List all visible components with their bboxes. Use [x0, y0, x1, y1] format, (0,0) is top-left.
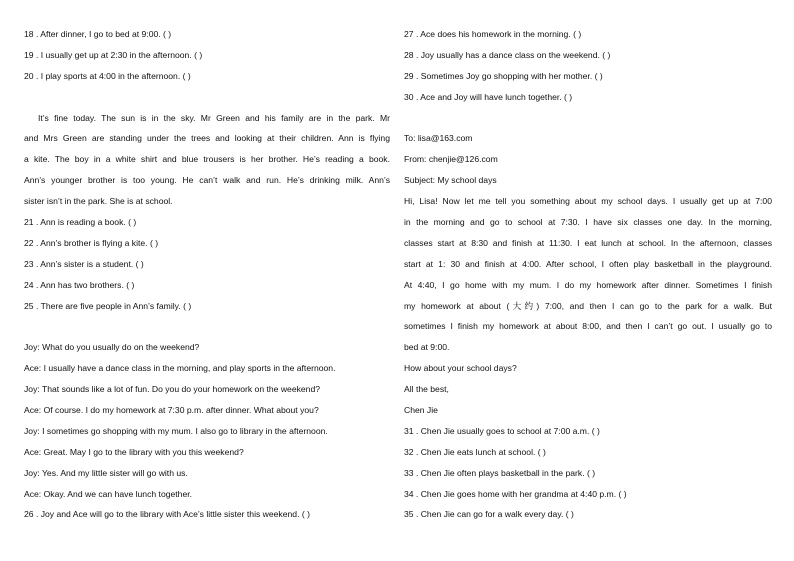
question-29: 29 . Sometimes Joy go shopping with her mother. ( )	[404, 70, 603, 81]
question-27: 27 . Ace does his homework in the morning. ( )	[404, 29, 582, 39]
dialogue-line: Joy: I sometimes go shopping with my mum. I also go to library in the afternoon.	[24, 425, 328, 436]
email-line: classes start at 8:30 and finish at 11:30. I eat lunch at school. In the afternoon, classes	[404, 237, 772, 248]
email-signature: Chen Jie	[404, 405, 438, 416]
email-header	[404, 131, 772, 194]
dialogue-line: Ace: Of course. I do my homework at 7:30 p.m. after dinner. What about you?	[24, 405, 319, 416]
questions-27-30	[404, 27, 772, 111]
dialogue-line: Joy: Yes. And my little sister will go with us.	[24, 467, 188, 478]
dialogue-line: Joy: What do you usually do on the weekend?	[24, 342, 200, 353]
questions-31-35	[404, 424, 772, 528]
email-line: start at 1: 30 and finish at 4:00. After school, I often play basketball in the playground.	[404, 258, 772, 269]
questions-21-25	[24, 215, 390, 319]
question-34: 34 . Chen Jie goes home with her grandma at 4:40 p.m. ( )	[404, 488, 627, 499]
question-33: 33 . Chen Jie often plays basketball in the park. ( )	[404, 467, 596, 478]
question-18: 18 . After dinner, I go to bed at 9:00. ( )	[24, 29, 172, 39]
email-line: in the morning and go to school at 7:30. I have six classes one day. In the morning,	[404, 217, 772, 228]
question-19: 19 . I usually get up at 2:30 in the afternoon. ( )	[24, 49, 203, 60]
email-to: To: lisa@163.com	[404, 133, 473, 144]
questions-18-20	[24, 27, 390, 90]
question-22: 22 . Ann’s brother is flying a kite. ( )	[24, 237, 159, 248]
question-25: 25 . There are five people in Ann’s family. ( )	[24, 300, 192, 311]
email-line: my homework at about (大约) 7:00, and then I can go to the park for a walk. But	[404, 300, 772, 311]
question-32: 32 . Chen Jie eats lunch at school. ( )	[404, 446, 546, 457]
question-30: 30 . Ace and Joy will have lunch together. ( )	[404, 91, 573, 102]
passage-ann-family	[24, 111, 390, 215]
email-question: How about your school days?	[404, 363, 517, 374]
spacer	[404, 111, 772, 132]
question-21: 21 . Ann is reading a book. ( )	[24, 217, 137, 228]
question-28: 28 . Joy usually has a dance class on the weekend. ( )	[404, 49, 611, 60]
spacer	[24, 90, 390, 111]
email-body	[404, 194, 772, 361]
dialogue-line: Ace: I usually have a dance class in the morning, and play sports in the afternoon.	[24, 363, 336, 374]
left-column	[24, 27, 390, 528]
question-24: 24 . Ann has two brothers. ( )	[24, 279, 135, 290]
email-signoff: All the best,	[404, 384, 449, 395]
email-line: At 4:40, I go home with my mum. I do my homework after dinner. Sometimes I finish	[404, 279, 772, 290]
passage-line: sister isn’t in the park. She is at school.	[24, 196, 173, 207]
email-closing	[404, 361, 772, 424]
passage-line: and Mrs Green are standing under the trees and looking at their children. Ann is flying	[24, 133, 390, 144]
question-35: 35 . Chen Jie can go for a walk every day. ( )	[404, 509, 574, 520]
question-26: 26 . Joy and Ace will go to the library with Ace’s little sister this weekend. ( )	[24, 509, 310, 520]
passage-line: Ann’s younger brother is too young. He can’t walk and run. He’s drinking milk. Ann’s	[24, 175, 390, 186]
question-20: 20 . I play sports at 4:00 in the afternoon. ( )	[24, 70, 191, 81]
dialogue-line: Ace: Great. May I go to the library with you this weekend?	[24, 446, 244, 457]
email-subject: Subject: My school days	[404, 175, 497, 186]
question-31: 31 . Chen Jie usually goes to school at 7:00 a.m. ( )	[404, 425, 600, 436]
email-line: bed at 9:00.	[404, 342, 450, 353]
right-column	[404, 27, 772, 528]
dialogue-line: Ace: Okay. And we can have lunch together.	[24, 488, 193, 499]
email-from: From: chenjie@126.com	[404, 154, 498, 165]
email-line: Hi, Lisa! Now let me tell you something about my school days. I usually get up at 7:00	[404, 196, 772, 207]
question-23: 23 . Ann’s sister is a student. ( )	[24, 258, 144, 269]
dialogue-line: Joy: That sounds like a lot of fun. Do you do your homework on the weekend?	[24, 384, 321, 395]
passage-line: It’s fine today. The sun is in the sky. Mr Green and his family are in the park. Mr	[38, 112, 390, 123]
dialogue-joy-ace	[24, 340, 390, 528]
passage-line: a kite. The boy in a white shirt and blue trousers is her brother. He’s reading a book.	[24, 154, 390, 165]
email-line: sometimes I finish my homework at about 8:00, and then I can’t go out. I usually go to	[404, 321, 772, 332]
spacer	[24, 319, 390, 340]
